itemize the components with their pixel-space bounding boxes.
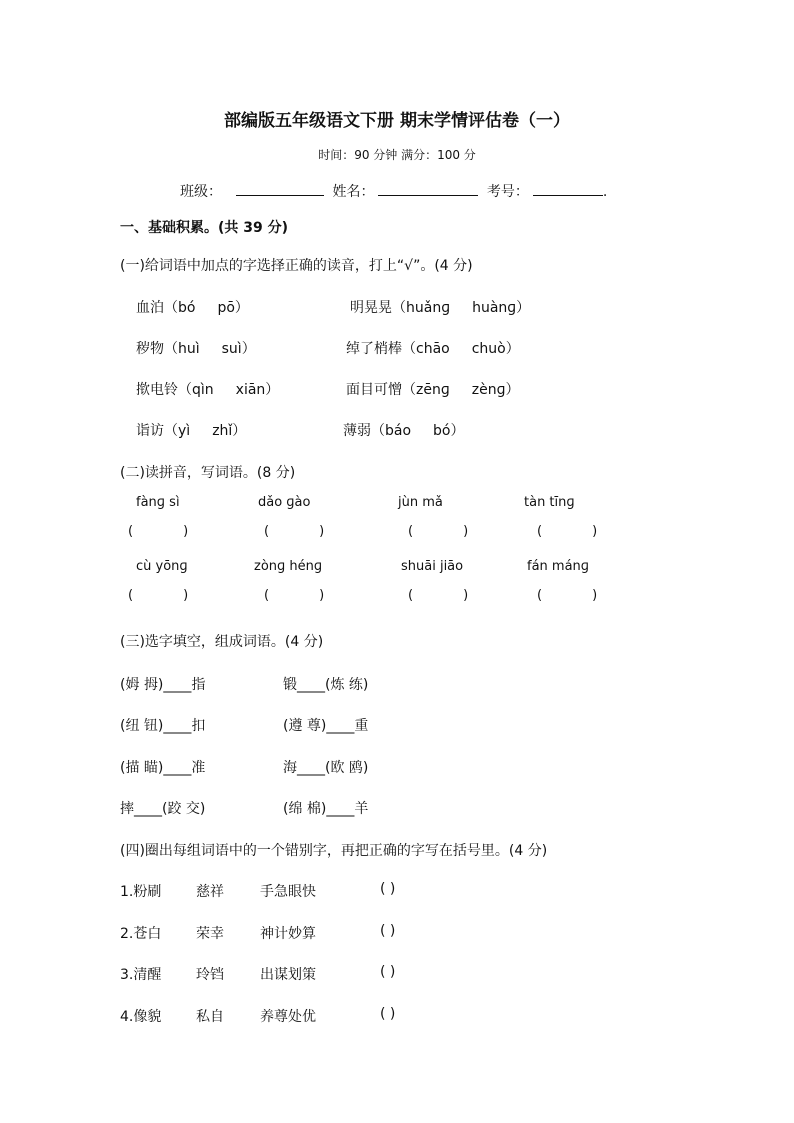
answer-box[interactable]: ( ): [264, 524, 325, 539]
answer-box[interactable]: ( ): [380, 1006, 396, 1022]
answer-box[interactable]: ( ): [537, 588, 598, 603]
q1-item: 秽物（huì suì）: [136, 341, 256, 357]
q4-word: 私自: [196, 1009, 224, 1025]
q1-item: 明晃晃（huǎnɡ huànɡ）: [350, 300, 531, 316]
q1-item: 诣访（yì zhǐ）: [136, 423, 247, 439]
class-field[interactable]: [236, 181, 324, 196]
q4-word: 养尊处优: [260, 1009, 316, 1025]
pinyin-item: cù yōnɡ: [136, 559, 188, 574]
exam-no-label: 考号：: [486, 184, 529, 200]
q4-word: 神计妙算: [260, 926, 316, 942]
fill-item: (描 瞄)____准: [120, 760, 206, 776]
section-heading: 一、基础积累。(共 39 分): [120, 220, 289, 236]
q4-word: 出谋划策: [260, 967, 316, 983]
answer-box[interactable]: ( ): [537, 524, 598, 539]
name-label: 姓名：: [332, 184, 375, 200]
fill-item: (绵 棉)____羊: [283, 801, 369, 817]
q4-word: 4.像貌: [120, 1009, 162, 1025]
q1-item: 面目可憎（zēnɡ zènɡ）: [346, 382, 520, 398]
q4-word: 手急眼快: [260, 884, 316, 900]
exam-time-score: 时间：90 分钟 满分：100 分: [318, 148, 476, 162]
fill-item: 海____(欧 鸥): [283, 760, 369, 776]
student-info-row: [180, 181, 607, 201]
class-label: 班级：: [180, 184, 222, 200]
pinyin-item: fán mánɡ: [527, 559, 590, 574]
q1-item: 绰了梢棒（chāo chuò）: [346, 341, 520, 357]
pinyin-item: tàn tīnɡ: [524, 495, 575, 510]
pinyin-item: fànɡ sì: [136, 495, 180, 510]
name-field[interactable]: [378, 181, 478, 196]
fill-item: 锻____(炼 练): [283, 677, 369, 693]
pinyin-item: jùn mǎ: [398, 495, 443, 510]
q4-word: 玲铛: [196, 967, 224, 983]
pinyin-item: dǎo ɡào: [258, 495, 311, 510]
exam-title: 部编版五年级语文下册 期末学情评估卷（一）: [224, 111, 570, 131]
q3-instruction: (三)选字填空，组成词语。(4 分): [120, 634, 324, 650]
answer-box[interactable]: ( ): [128, 588, 189, 603]
pinyin-item: zònɡ hénɡ: [254, 559, 323, 574]
end-mark: .: [602, 184, 608, 200]
answer-box[interactable]: ( ): [408, 524, 469, 539]
answer-box[interactable]: ( ): [264, 588, 325, 603]
q4-instruction: (四)圈出每组词语中的一个错别字，再把正确的字写在括号里。(4 分): [120, 843, 548, 859]
q1-item: 揿电铃（qìn xiān）: [136, 382, 280, 398]
pinyin-item: shuāi jiāo: [401, 559, 464, 574]
q4-word: 2.苍白: [120, 926, 162, 942]
q1-instruction: (一)给词语中加点的字选择正确的读音，打上“√”。(4 分): [120, 258, 473, 274]
q1-item: 血泊（bó pō）: [136, 300, 249, 316]
q4-word: 3.清醒: [120, 967, 162, 983]
answer-box[interactable]: ( ): [380, 964, 396, 980]
q4-word: 慈祥: [196, 884, 224, 900]
q4-word: 1.粉刷: [120, 884, 162, 900]
q2-instruction: (二)读拼音，写词语。(8 分): [120, 465, 296, 481]
answer-box[interactable]: ( ): [380, 923, 396, 939]
fill-item: 摔____(跤 交): [120, 801, 206, 817]
fill-item: (姆 拇)____指: [120, 677, 206, 693]
fill-item: (纽 钮)____扣: [120, 718, 206, 734]
q4-word: 荣幸: [196, 926, 224, 942]
answer-box[interactable]: ( ): [380, 881, 396, 897]
exam-no-field[interactable]: [533, 181, 603, 196]
q1-item: 薄弱（báo bó）: [343, 423, 465, 439]
answer-box[interactable]: ( ): [408, 588, 469, 603]
answer-box[interactable]: ( ): [128, 524, 189, 539]
fill-item: (遵 尊)____重: [283, 718, 369, 734]
